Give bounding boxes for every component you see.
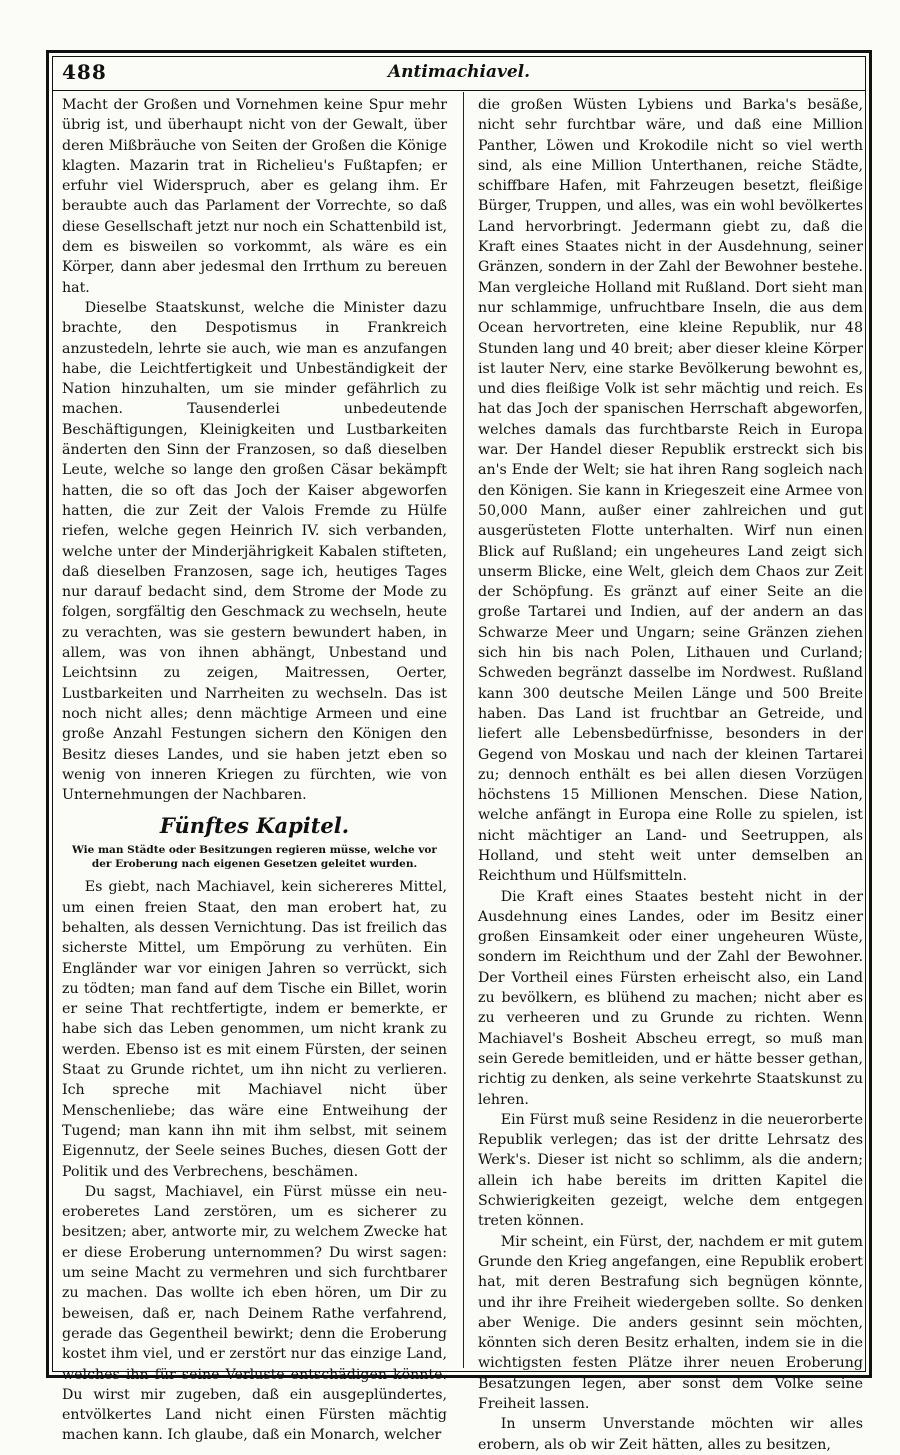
page-number: 488 bbox=[62, 60, 107, 84]
right-paragraph-4: Mir scheint, ein Fürst, der, nachdem er mit gutem Grunde den Krieg angefangen, eine Republik erobert hat, mit deren Bestrafung sich begnügen könnte, und ihr ihre Freiheit wiedergeben sollte. So denken aber Wenige. Die anders gesinnt sein möchten, könnten sich deren Besitz erhalten, indem sie in die wichtigsten festen Plätze ihrer neuen Eroberung Besatzungen legen, aber sonst dem Volke seine Freiheit lassen. bbox=[478, 1233, 863, 1412]
left-paragraph-3: Es giebt, nach Machiavel, kein sichereres Mittel, um einen freien Staat, den man erobert hat, zu behalten, als dessen Vernichtung. Das ist freilich das sicherste Mittel, um Empörung zu verhüten. Ein Engländer war vor einigen Jahren so verrückt, sich zu tödten; man fand auf dem Tische ein Billet, worin er seine That rechtfertigte, indem er bemerkte, er habe sich das Leben genommen, um nicht krank zu werden. Ebenso ist es mit einem Fürsten, der seinen Staat zu Grunde richtet, um ihn nicht zu verlieren. Ich spreche mit Machiavel nicht über Menschenliebe; das wäre eine Entweihung der Tugend; man kann ihn mit ihm selbst, mit seinem Eigennutz, der Seele seines Buches, diesen Gott der Politik und des Verbrechens, beschämen. bbox=[62, 879, 447, 1180]
left-paragraph-2: Dieselbe Staatskunst, welche die Minister dazu brachte, den Despotismus in Frankreich anzustedeln, lehrte sie auch, wie man es anzufangen habe, die Leichtfertigkeit und Unbeständigkeit der Nation hinzuhalten, um sie minder gefährlich zu machen. Tausenderlei unbedeutende Beschäftigungen, Kleinigkeiten und Lustbarkeiten änderten den Sinn der Franzosen, so daß dieselben Leute, welche so lange den großen Cäsar bekämpft hatten, die so oft das Joch der Kaiser abgeworfen hatten, die zur Zeit der Valois Fremde zu Hülfe riefen, welche gegen Heinrich IV. sich verbanden, welche unter der Minderjährigkeit Kabalen stifteten, daß dieselben Franzosen, sage ich, heutiges Tages nur darauf bedacht sind, dem Strome der Mode zu folgen, sorgfältig den Geschmack zu wechseln, heute zu verachten, was sie gestern bewundert haben, in allem, was von ihnen abhängt, Unbestand und Leichtsinn zu zeigen, Maitressen, Oerter, Lustbarkeiten und Narrheiten zu wechseln. Das ist noch nicht alles; denn mächtige Armeen und eine große Anzahl Festungen sichern den Königen den Besitz dieses Landes, und sie haben jetzt eben so wenig von inneren Kriegen zu fürchten, wie von Unternehmungen der Nachbaren. bbox=[62, 299, 447, 804]
left-paragraph-1: Macht der Großen und Vornehmen keine Spur mehr übrig ist, und überhaupt nicht von der Gewalt, über deren Mißbräuche von Seiten der Großen die Könige klagten. Mazarin trat in Richelieu's Fußtapfen; er erfuhr viel Widerspruch, aber es gelang ihm. Er beraubte auch das Parlament der Vorrechte, so daß diese Gesellschaft jetzt nur noch ein Schattenbild ist, dem es bisweilen so vorkommt, als wäre es ein Körper, dann aber jedesmal den Irrthum zu bereuen hat. bbox=[62, 97, 447, 296]
page-header bbox=[62, 60, 856, 86]
right-column bbox=[478, 95, 863, 1453]
right-paragraph-2: Die Kraft eines Staates besteht nicht in der Ausdehnung eines Landes, oder im Besitz einer großen Einsamkeit oder einer ungeheuren Wüste, sondern im Reichthum und der Zahl der Bewohner. Der Vortheil eines Fürsten erheischt also, ein Land zu bevölkern, es blühend zu machen; nicht aber es zu verheeren und zu Grunde zu richten. Wenn Machiavel's Bosheit Abscheu erregt, so muß man sein Gerede bemitleiden, und er hätte besser gethan, richtig zu denken, als seine verkehrte Staatskunst zu lehren. bbox=[478, 888, 863, 1108]
chapter-subtitle: Wie man Städte oder Besitzungen regieren müsse, welche vor der Eroberung nach eigenen Gesetzen geleitet wurden. bbox=[72, 844, 437, 871]
right-paragraph-5: In unserm Unverstande möchten wir alles erobern, als ob wir Zeit hätten, alles zu besitzen, bbox=[478, 1416, 863, 1453]
right-paragraph-3: Ein Fürst muß seine Residenz in die neuerorberte Republik verlegen; das ist der dritte Lehrsatz des Werk's. Dieser ist nicht so schlimm, als die andern; allein ich habe bereits im dritten Kapitel die Schwierigkeiten gezeigt, welche dem entgegen treten können. bbox=[478, 1111, 863, 1230]
left-column bbox=[62, 95, 447, 1444]
running-title: Antimachiavel. bbox=[387, 62, 531, 82]
header-rule bbox=[52, 90, 866, 91]
chapter-title: Fünftes Kapitel. bbox=[159, 813, 350, 839]
left-paragraph-4: Du sagst, Machiavel, ein Fürst müsse ein neu-eroberetes Land zerstören, um es sicherer zu besitzen; aber, antworte mir, zu welchem Zwecke hat er diese Eroberung unternommen? Du wirst sagen: um seine Macht zu vermehren und sich furchtbarer zu machen. Das wollte ich eben hören, um Dir zu beweisen, daß er, nach Deinem Rathe verfahrend, gerade das Gegentheil bewirkt; denn die Eroberung kostet ihm viel, und er zerstört nur das einzige Land, welches ihn für seine Verluste entschädigen könnte. Du wirst mir zugeben, daß ein ausgeplündertes, entvölkertes Land nicht einen Fürsten mächtig machen kann. Ich glaube, daß ein Monarch, welcher bbox=[62, 1183, 447, 1444]
column-divider bbox=[463, 92, 464, 1368]
right-paragraph-1: die großen Wüsten Lybiens und Barka's besäße, nicht sehr furchtbar wäre, und daß eine Million Panther, Löwen und Krokodile nicht so viel werth sind, als eine Million Unterthanen, reiche Städte, schiffbare Hafen, mit Fahrzeugen besetzt, fleißige Bürger, Truppen, und alles, was ein wohl bevölkertes Land hervorbringt. Jedermann giebt zu, daß die Kraft eines Staates nicht in der Ausdehnung, seiner Gränzen, sondern in der Zahl der Bewohner bestehe. Man vergleiche Holland mit Rußland. Dort sieht man nur schlammige, unfruchtbare Inseln, die aus dem Ocean hervortreten, eine kleine Republik, nur 48 Stunden lang und 40 breit; aber dieser kleine Körper ist lauter Nerv, eine starke Bevölkerung bewohnt es, und dies fleißige Volk ist sehr mächtig und reich. Es hat das Joch der spanischen Herrschaft abgeworfen, welches damals das furchtbarste Reich in Europa war. Der Handel dieser Republik erstreckt sich bis an's Ende der Welt; sie hat ihren Rang sogleich nach den Königen. Sie kann in Kriegeszeit eine Armee von 50,000 Mann, außer einer zahlreichen und gut ausgerüsteten Flotte unterhalten. Wirf nun einen Blick auf Rußland; ein ungeheures Land zeigt sich unserm Blicke, eine Welt, gleich dem Chaos zur Zeit der Schöpfung. Es gränzt auf einer Seite an die große Tartarei und Indien, auf der andern an das Schwarze Meer und Ungarn; seine Gränzen ziehen sich hin bis nach Polen, Lithauen und Curland; Schweden begränzt dasselbe im Nordwest. Rußland kann 300 deutsche Meilen Länge und 500 Breite haben. Das Land ist fruchtbar an Getreide, und liefert alle Lebensbedürfnisse, besonders in der Gegend von Moskau und nach der kleinen Tartarei zu; dennoch enthält es bei allen diesen Vorzügen höchstens 15 Millionen Menschen. Diese Nation, welche anfängt in Europa eine Rolle zu spielen, ist nicht mächtiger an Land- und Seetruppen, als Holland, und steht weit unter demselben an Reichthum und Hülfsmitteln. bbox=[478, 97, 863, 885]
